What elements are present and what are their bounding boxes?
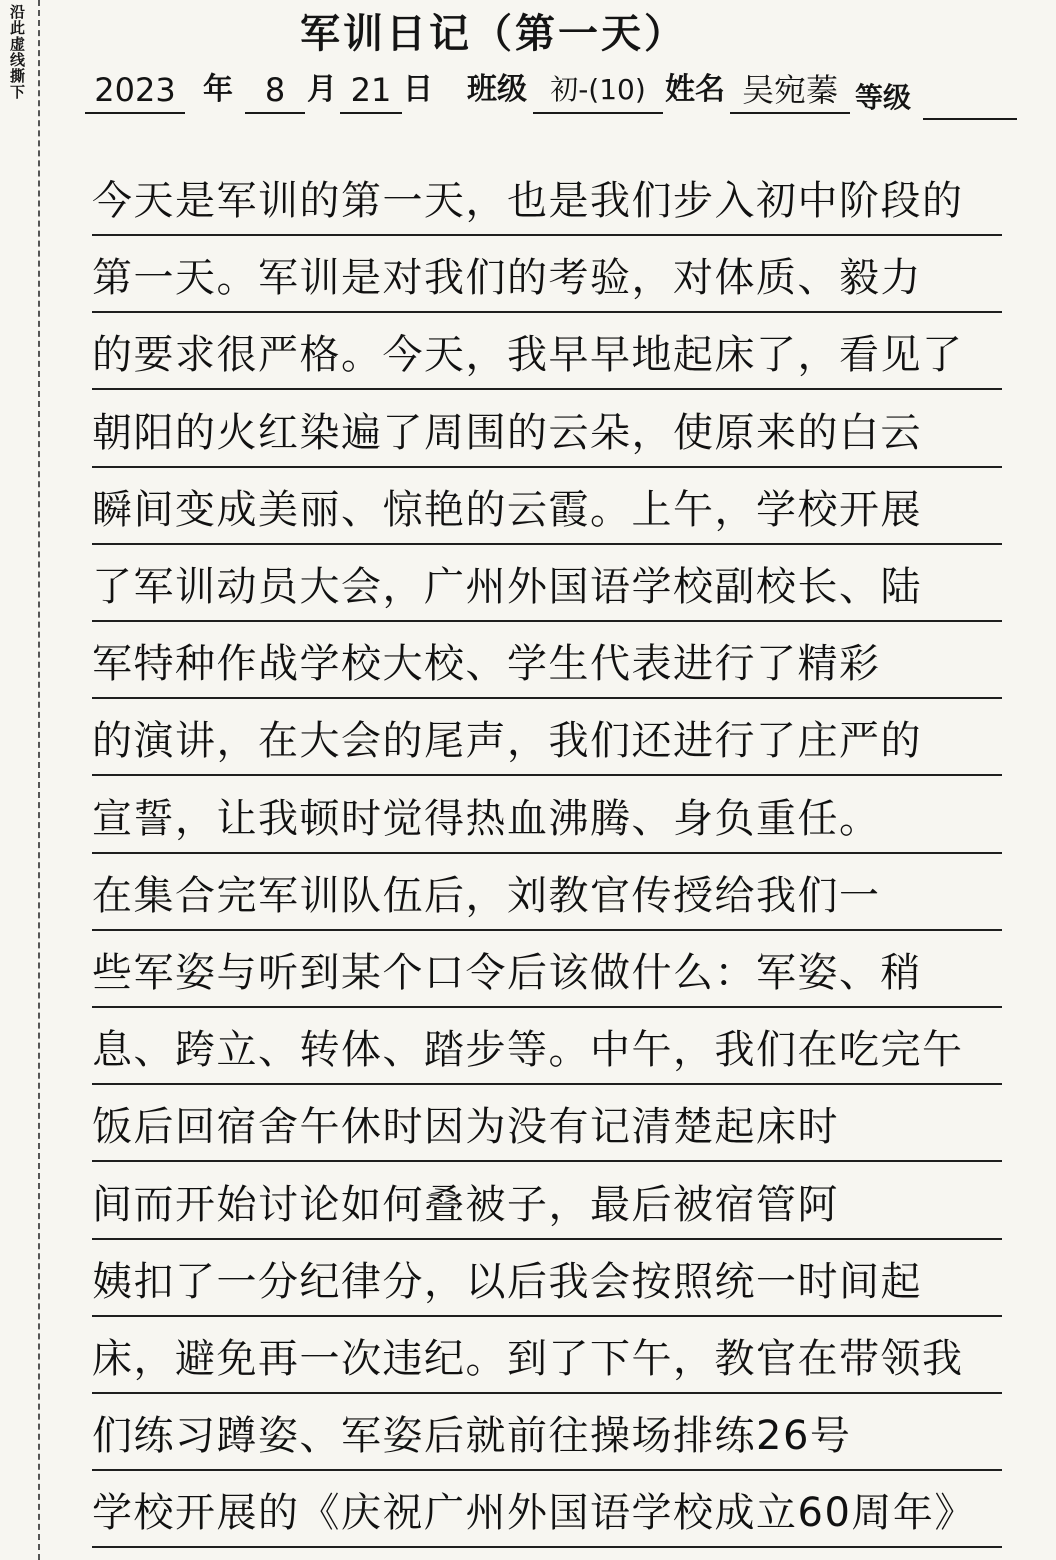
year-label: 年 [203, 72, 233, 107]
page-title: 军训日记（第一天） [300, 10, 687, 57]
diary-line: 们练习蹲姿、军姿后就前往操场排练26号 [92, 1403, 1002, 1471]
diary-line: 宣誓，让我顿时觉得热血沸腾、身负重任。 [92, 786, 1002, 854]
name-field: 吴宛蓁 [730, 68, 850, 114]
month-field: 8 [245, 68, 305, 114]
tear-instruction: 沿此虚线撕下 [8, 4, 26, 100]
diary-line: 第一天。军训是对我们的考验，对体质、毅力 [92, 245, 1002, 313]
diary-line: 饭后回宿舍午休时因为没有记清楚起床时 [92, 1094, 1002, 1162]
diary-line: 在集合完军训队伍后，刘教官传授给我们一 [92, 863, 1002, 931]
month-label: 月 [307, 72, 337, 107]
diary-line: 朝阳的火红染遍了周围的云朵，使原来的白云 [92, 400, 1002, 468]
diary-line: 床，避免再一次违纪。到了下午，教官在带领我 [92, 1326, 1002, 1394]
diary-line: 些军姿与听到某个口令后该做什么：军姿、稍 [92, 940, 1002, 1008]
diary-line: 瞬间变成美丽、惊艳的云霞。上午，学校开展 [92, 477, 1002, 545]
day-label: 日 [403, 72, 433, 107]
diary-line: 的演讲，在大会的尾声，我们还进行了庄严的 [92, 708, 1002, 776]
diary-line: 军特种作战学校大校、学生代表进行了精彩 [92, 631, 1002, 699]
class-field: 初-(10) [533, 68, 663, 114]
tear-strip [0, 0, 40, 1560]
day-field: 21 [340, 68, 402, 114]
diary-line: 息、跨立、转体、踏步等。中午，我们在吃完午 [92, 1017, 1002, 1085]
diary-line: 间而开始讨论如何叠被子，最后被宿管阿 [92, 1172, 1002, 1240]
grade-label: 等级 [855, 81, 912, 114]
diary-line: 今天是军训的第一天，也是我们步入初中阶段的 [92, 168, 1002, 236]
name-label: 姓名 [665, 72, 725, 107]
diary-line: 学校开展的《庆祝广州外国语学校成立60周年》 [92, 1480, 1002, 1548]
grade-field [923, 74, 1017, 120]
header-info-row [85, 60, 1025, 120]
diary-line: 姨扣了一分纪律分，以后我会按照统一时间起 [92, 1249, 1002, 1317]
diary-line: 的要求很严格。今天，我早早地起床了，看见了 [92, 322, 1002, 390]
diary-line: 了军训动员大会，广州外国语学校副校长、陆 [92, 554, 1002, 622]
year-field: 2023 [85, 68, 185, 114]
class-label: 班级 [467, 72, 527, 107]
